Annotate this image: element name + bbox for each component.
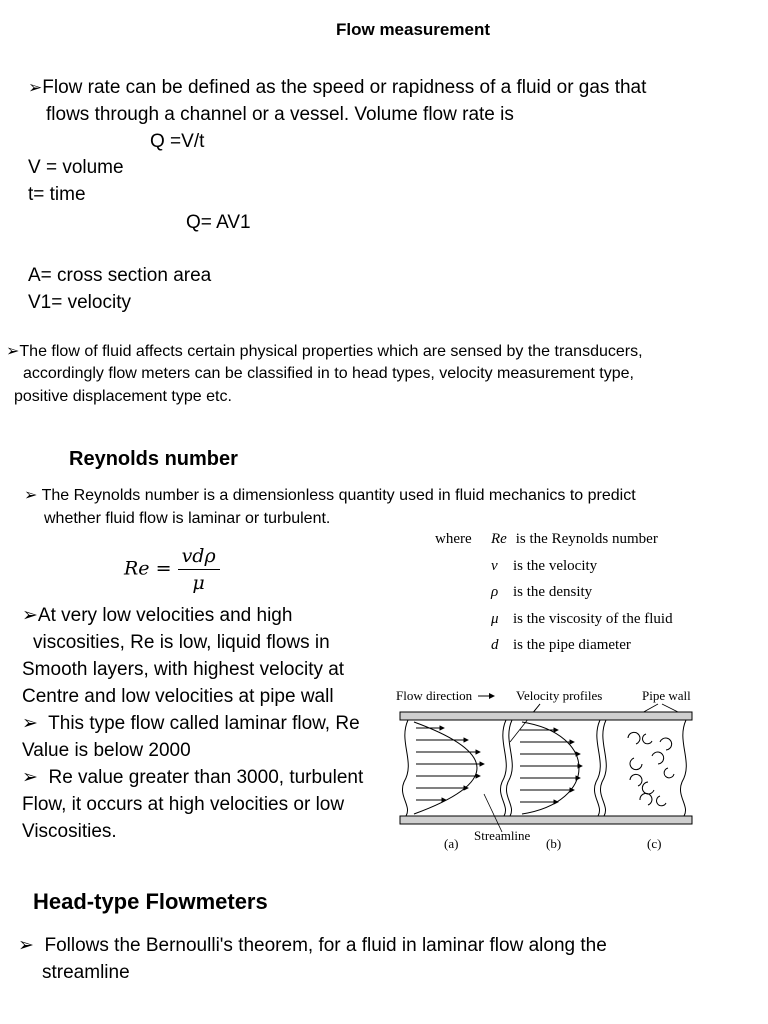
head-type-heading: Head-type Flowmeters (33, 889, 268, 914)
legend-symbol: v (491, 557, 498, 574)
legend-row (435, 606, 673, 633)
legend-row (435, 632, 673, 659)
bullet-arrow-icon: ➢ (22, 605, 38, 626)
label-flow-direction: Flow direction (396, 688, 473, 703)
definition-area: A= cross section area (28, 265, 212, 286)
bullet-arrow-icon: ➢ (22, 767, 38, 788)
legend-symbol: d (491, 637, 499, 653)
reynolds-formula (124, 545, 220, 594)
flow-profiles-diagram (390, 682, 702, 854)
reynolds-body (22, 602, 363, 845)
pipe-wall-top (400, 712, 692, 720)
bernoulli-bullet (18, 932, 607, 959)
formula-lhs: Re = (124, 557, 172, 580)
transducers-line3: positive displacement type etc. (14, 388, 232, 405)
body-line: viscosities, Re is low, liquid flows in (33, 632, 330, 653)
reynolds-definition (24, 485, 636, 507)
eddies-icon (628, 732, 674, 805)
pipe-wall-bottom (400, 816, 692, 824)
formula-numerator: vdρ (178, 545, 220, 570)
legend-text: is the density (513, 584, 593, 600)
reynolds-definition-line2: whether fluid flow is laminar or turbulent. (44, 510, 331, 527)
formula-fraction (178, 545, 220, 594)
equation-q-av1: Q= AV1 (186, 212, 251, 233)
body-line: ➢ Re value greater than 3000, turbulent (22, 767, 364, 788)
body-line: ➢ This type flow called laminar flow, Re (22, 713, 360, 734)
legend-row (435, 526, 673, 553)
bullet-text: The flow of fluid affects certain physical properties which are sensed by the transducers, (19, 343, 643, 360)
bullet-arrow-icon: ➢ (18, 935, 34, 956)
label-streamline: Streamline (474, 828, 531, 843)
bullet-arrow-icon: ➢ (6, 343, 20, 360)
legend-text: is the Reynolds number (515, 531, 658, 547)
bullet-text: The Reynolds number is a dimensionless quantity used in fluid mechanics to predict (41, 487, 636, 504)
body-line: Smooth layers, with highest velocity at (22, 659, 345, 680)
body-line: Flow, it occurs at high velocities or low (22, 794, 345, 815)
legend-row (435, 579, 673, 606)
label-velocity-profiles: Velocity profiles (516, 688, 603, 703)
flow-rate-bullet-line2: flows through a channel or a vessel. Volume flow rate is (46, 104, 514, 125)
transducers-line2: accordingly flow meters can be classified in to head types, velocity measurement type, (23, 365, 634, 382)
bullet-arrow-icon: ➢ (24, 487, 38, 504)
bullet-text: Follows the Bernoulli's theorem, for a fluid in laminar flow along the (44, 935, 607, 956)
turbulent-profile (522, 722, 579, 814)
legend-text: is the viscosity of the fluid (513, 610, 673, 627)
equation-q-v-t: Q =V/t (150, 131, 205, 152)
label-pipe-wall: Pipe wall (642, 688, 691, 703)
legend-symbol: μ (491, 610, 499, 627)
legend-where: where (435, 531, 472, 547)
legend-row (435, 553, 673, 580)
definition-time: t= time (28, 184, 86, 205)
formula-denominator: μ (192, 572, 205, 594)
body-line: Viscosities. (22, 821, 117, 842)
legend-symbol: Re (491, 531, 507, 547)
reynolds-heading: Reynolds number (69, 448, 238, 470)
body-line: Value is below 2000 (22, 740, 191, 761)
legend-text: is the pipe diameter (513, 637, 631, 653)
body-line: ➢At very low velocities and high (22, 605, 293, 626)
label-b: (b) (546, 836, 562, 851)
transducers-bullet (6, 341, 643, 363)
definition-velocity: V1= velocity (28, 292, 131, 313)
bernoulli-line2: streamline (42, 962, 130, 983)
bullet-text: Flow rate can be defined as the speed or rapidness of a fluid or gas that (42, 77, 647, 98)
legend-symbol: ρ (491, 584, 499, 600)
legend-text: is the velocity (513, 557, 598, 574)
definition-volume: V = volume (28, 157, 124, 178)
bullet-arrow-icon: ➢ (22, 713, 38, 734)
bullet-arrow-icon: ➢ (28, 78, 43, 97)
label-a: (a) (444, 836, 459, 851)
flow-rate-bullet (28, 74, 646, 101)
page-title: Flow measurement (336, 20, 490, 39)
reynolds-legend (435, 526, 673, 659)
label-c: (c) (647, 836, 662, 851)
body-line: Centre and low velocities at pipe wall (22, 686, 334, 707)
